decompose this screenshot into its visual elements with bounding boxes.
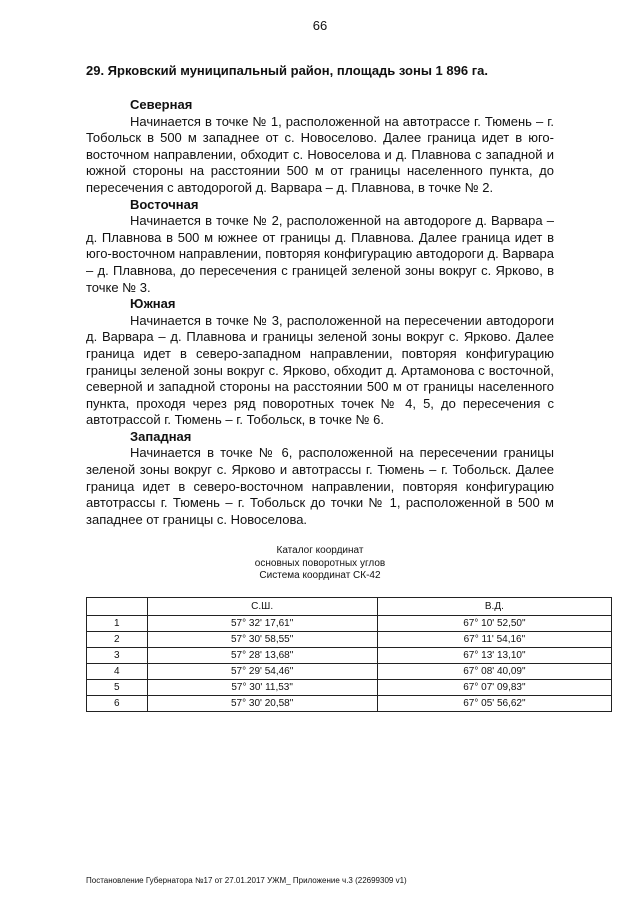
boundary-south bbox=[86, 296, 554, 429]
cell-latitude: 57° 29' 54,46" bbox=[147, 664, 377, 680]
catalog-line: Система координат СК-42 bbox=[259, 570, 381, 581]
header-longitude: В.Д. bbox=[377, 598, 611, 616]
block-text: Начинается в точке № 6, расположенной на пересечении границы зеленой зоны вокруг с. Ярково и автотрассы г. Тюмень – г. Тобольск. Далее граница идет в северо-восточном направлении, повторяя конфигурацию автотрассы г. Тюмень – г. Тобольск до точки № 1, расположенной в 500 м западнее от границы с. Новоселова. bbox=[86, 445, 554, 527]
catalog-line: Каталог координат bbox=[276, 545, 364, 556]
cell-longitude: 67° 08' 40,09" bbox=[377, 664, 611, 680]
section-title: 29. Ярковский муниципальный район, площадь зоны 1 896 га. bbox=[86, 63, 488, 78]
cell-longitude: 67° 05' 56,62" bbox=[377, 696, 611, 712]
block-text: Начинается в точке № 3, расположенной на пересечении автодороги д. Варвара – д. Плавнова и границы зеленой зоны вокруг с. Ярково. Далее граница идет в северо-западном направлении, повторяя конфигурацию границы зеленой зоны вокруг с. Ярково, обходит д. Артамонова с восточной, северной и западной стороны на расстоянии 500 м от границы населенного пункта, проходя через ряд поворотных точек № 4, 5, до пересечения с автотрассой г. Тюмень – г. Тобольск, в точке № 6. bbox=[86, 312, 554, 428]
cell-longitude: 67° 11' 54,16" bbox=[377, 632, 611, 648]
cell-longitude: 67° 07' 09,83" bbox=[377, 680, 611, 696]
cell-longitude: 67° 10' 52,50" bbox=[377, 616, 611, 632]
block-heading: Восточная bbox=[130, 196, 199, 212]
boundary-north bbox=[86, 97, 554, 197]
block-text: Начинается в точке № 2, расположенной на автодороге д. Варвара – д. Плавнова в 500 м южнее от границы д. Плавнова. Далее граница идет в юго-восточном направлении, повторяя конфигурацию автодороги д. Варвара – д. Плавнова, до пересечения с границей зеленой зоны вокруг с. Ярково, в точке № 3. bbox=[86, 213, 554, 295]
cell-number: 3 bbox=[87, 648, 148, 664]
header-latitude: С.Ш. bbox=[147, 598, 377, 616]
boundary-east bbox=[86, 197, 554, 297]
block-text: Начинается в точке № 1, расположенной на автотрассе г. Тюмень – г. Тобольск в 500 м западнее от с. Новоселово. Далее граница идет в юго-восточном направлении, обходит с. Новоселова и д. Плавнова с западной и южной стороны на расстоянии 500 м от границы населенного пункта, до пересечения с автодорогой д. Варвара – д. Плавнова, в точке № 2. bbox=[86, 113, 554, 195]
block-heading: Северная bbox=[130, 97, 193, 112]
cell-latitude: 57° 32' 17,61" bbox=[147, 616, 377, 632]
cell-number: 2 bbox=[87, 632, 148, 648]
header-number bbox=[87, 598, 148, 616]
document-footer: Постановление Губернатора №17 от 27.01.2017 УЖМ_ Приложение ч.3 (22699309 v1) bbox=[86, 876, 407, 885]
cell-latitude: 57° 30' 20,58" bbox=[147, 696, 377, 712]
coordinates-table bbox=[86, 597, 612, 712]
cell-number: 6 bbox=[87, 696, 148, 712]
table-row bbox=[87, 664, 612, 680]
boundary-west bbox=[86, 429, 554, 529]
table-row bbox=[87, 696, 612, 712]
table-row bbox=[87, 616, 612, 632]
cell-latitude: 57° 30' 11,53" bbox=[147, 680, 377, 696]
cell-number: 5 bbox=[87, 680, 148, 696]
cell-longitude: 67° 13' 13,10" bbox=[377, 648, 611, 664]
document-body bbox=[86, 62, 554, 528]
page-number: 66 bbox=[312, 18, 328, 33]
table-row bbox=[87, 632, 612, 648]
block-heading: Южная bbox=[130, 296, 176, 312]
catalog-caption bbox=[0, 545, 640, 583]
table-row bbox=[87, 648, 612, 664]
block-heading: Западная bbox=[130, 428, 192, 444]
cell-number: 1 bbox=[87, 616, 148, 632]
cell-number: 4 bbox=[87, 664, 148, 680]
cell-latitude: 57° 28' 13,68" bbox=[147, 648, 377, 664]
table-header-row bbox=[87, 598, 612, 616]
catalog-line: основных поворотных углов bbox=[254, 557, 386, 569]
cell-latitude: 57° 30' 58,55" bbox=[147, 632, 377, 648]
table-row bbox=[87, 680, 612, 696]
